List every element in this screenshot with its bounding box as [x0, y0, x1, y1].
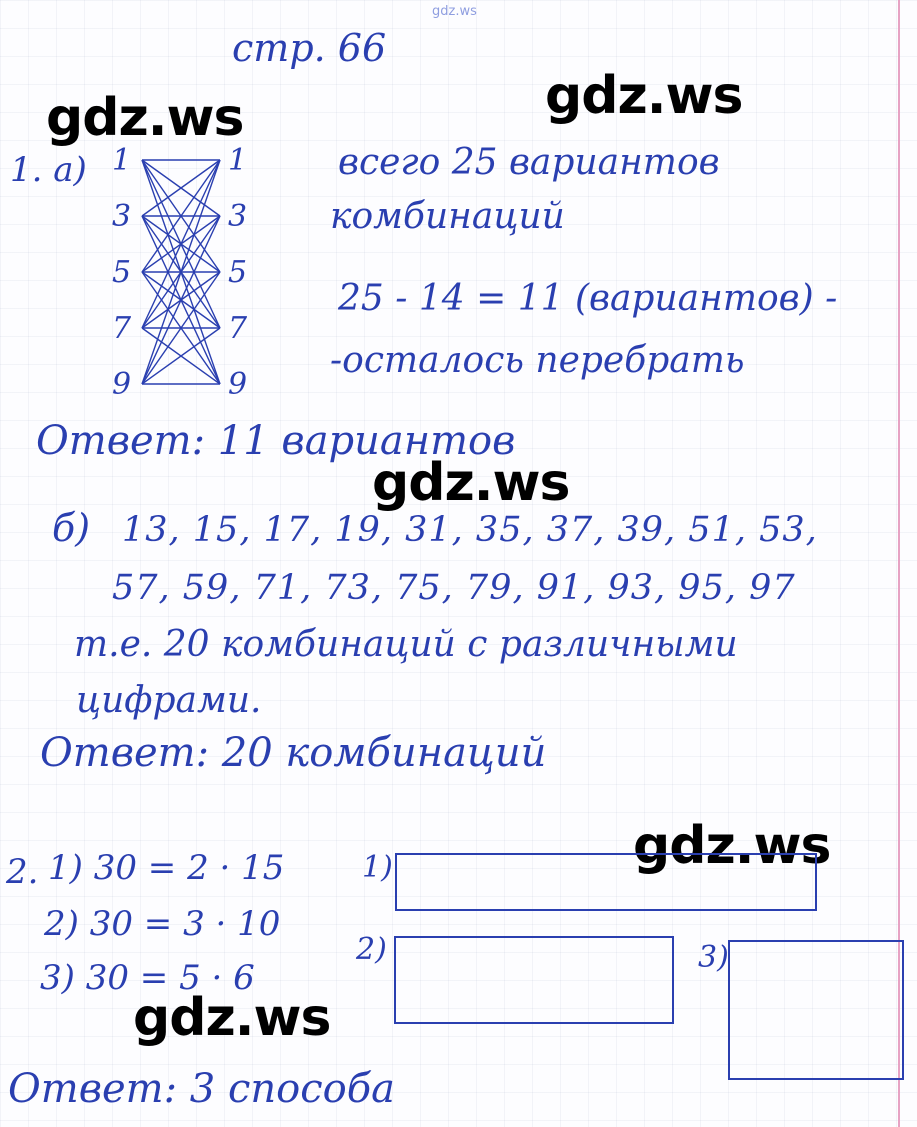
- task1-answer-b: Ответ: 20 комбинаций: [40, 730, 547, 776]
- left-node-label: 7: [112, 311, 132, 346]
- task1-label-a: 1. а): [10, 150, 87, 190]
- task1-line2: комбинаций: [330, 196, 565, 237]
- rect-label-2: 2): [356, 932, 387, 967]
- task1-row2: 57, 59, 71, 73, 75, 79, 91, 93, 95, 97: [112, 568, 796, 608]
- task2-eq2: 2) 30 = 3 · 10: [44, 904, 281, 944]
- right-node-label: 1: [228, 143, 248, 178]
- right-node-label: 9: [228, 367, 248, 400]
- task2-label: 2.: [6, 852, 39, 892]
- right-node-label: 3: [228, 199, 248, 234]
- left-node-label: 3: [112, 199, 132, 234]
- watermark-1: gdz.ws: [46, 88, 244, 148]
- task2-answer: Ответ: 3 способа: [8, 1066, 395, 1112]
- task1-line1: всего 25 вариантов: [338, 142, 720, 183]
- rectangle-5x6: [728, 940, 904, 1080]
- combination-graph: [100, 140, 260, 400]
- page-header: стр. 66: [232, 26, 387, 70]
- left-node-label: 9: [112, 367, 132, 400]
- left-node-label: 1: [112, 143, 132, 178]
- task1-note2: цифрами.: [76, 680, 262, 721]
- task2-eq3: 3) 30 = 5 · 6: [40, 958, 255, 998]
- task1-note1: т.е. 20 комбинаций с различными: [74, 624, 738, 665]
- task2-eq1: 1) 30 = 2 · 15: [48, 848, 285, 888]
- right-node-label: 7: [228, 311, 248, 346]
- graph-edges: [142, 160, 220, 384]
- watermark-4: gdz.ws: [633, 816, 831, 876]
- rectangle-3x10: [394, 936, 674, 1024]
- task1-label-b: б): [52, 506, 91, 550]
- watermark-small: gdz.ws: [432, 4, 477, 19]
- watermark-3: gdz.ws: [372, 453, 570, 513]
- left-node-label: 5: [112, 255, 132, 290]
- watermark-5: gdz.ws: [133, 988, 331, 1048]
- task1-line4: -осталось перебрать: [330, 340, 745, 381]
- task1-row1: 13, 15, 17, 19, 31, 35, 37, 39, 51, 53,: [122, 510, 818, 550]
- task1-answer-a: Ответ: 11 вариантов: [36, 418, 516, 464]
- right-node-label: 5: [228, 255, 248, 290]
- rect-label-3: 3): [698, 940, 729, 975]
- watermark-2: gdz.ws: [545, 66, 743, 126]
- task1-line3: 25 - 14 = 11 (вариантов) -: [338, 278, 838, 319]
- rectangle-2x15: [395, 853, 817, 911]
- rect-label-1: 1): [362, 850, 393, 885]
